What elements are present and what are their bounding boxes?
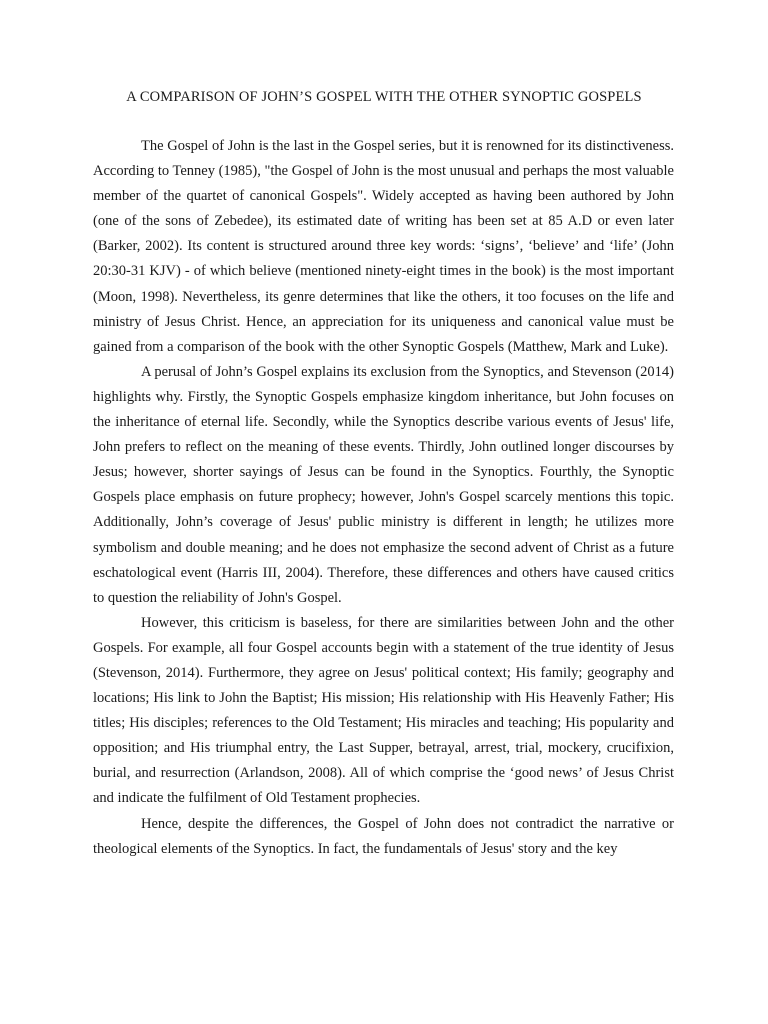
paragraph-4: Hence, despite the differences, the Gospel of John does not contradict the narrative or theological elements of the Synoptics. In fact, the fundamentals of Jesus' story and the key — [93, 815, 674, 857]
document-title: A COMPARISON OF JOHN’S GOSPEL WITH THE OTHER SYNOPTIC GOSPELS — [126, 89, 642, 105]
document-body — [93, 134, 674, 862]
paragraph-3: However, this criticism is baseless, for there are similarities between John and the other Gospels. For example, all four Gospel accounts begin with a statement of the true identity of Jesus (Stevenson, 2014). Furthermore, they agree on Jesus' political context; His family; geography and locations; His link to John the Baptist; His mission; His relationship with His Heavenly Father; His titles; His disciples; references to the Old Testament; His miracles and teaching; His popularity and opposition; and His triumphal entry, the Last Supper, betrayal, arrest, trial, mockery, crucifixion, burial, and resurrection (Arlandson, 2008). All of which comprise the ‘good news’ of Jesus Christ and indicate the fulfilment of Old Testament prophecies. — [93, 614, 674, 807]
paragraph-1: The Gospel of John is the last in the Gospel series, but it is renowned for its distinctiveness. According to Tenney (1985), "the Gospel of John is the most unusual and perhaps the most valuable member of the quartet of canonical Gospels". Widely accepted as having been authored by John (one of the sons of Zebedee), its estimated date of writing has been set at 85 A.D or even later (Barker, 2002). Its content is structured around three key words: ‘signs’, ‘believe’ and ‘life’ (John 20:30-31 KJV) - of which believe (mentioned ninety-eight times in the book) is the most important (Moon, 1998). Nevertheless, its genre determines that like the others, it too focuses on the life and ministry of Jesus Christ. Hence, an appreciation for its uniqueness and canonical value must be gained from a comparison of the book with the other Synoptic Gospels (Matthew, Mark and Luke). — [93, 138, 674, 355]
paragraph-2: A perusal of John’s Gospel explains its exclusion from the Synoptics, and Stevenson (2014) highlights why. Firstly, the Synoptic Gospels emphasize kingdom inheritance, but John focuses on the inheritance of eternal life. Secondly, while the Synoptics describe various events of Jesus' life, John prefers to reflect on the meaning of these events. Thirdly, John outlined longer discourses by Jesus; however, shorter sayings of Jesus can be found in the Synoptics. Fourthly, the Synoptic Gospels place emphasis on future prophecy; however, John's Gospel scarcely mentions this topic. Additionally, John’s coverage of Jesus' public ministry is different in length; he utilizes more symbolism and double meaning; and he does not emphasize the second advent of Christ as a future eschatological event (Harris III, 2004). Therefore, these differences and others have caused critics to question the reliability of John's Gospel. — [93, 363, 674, 606]
